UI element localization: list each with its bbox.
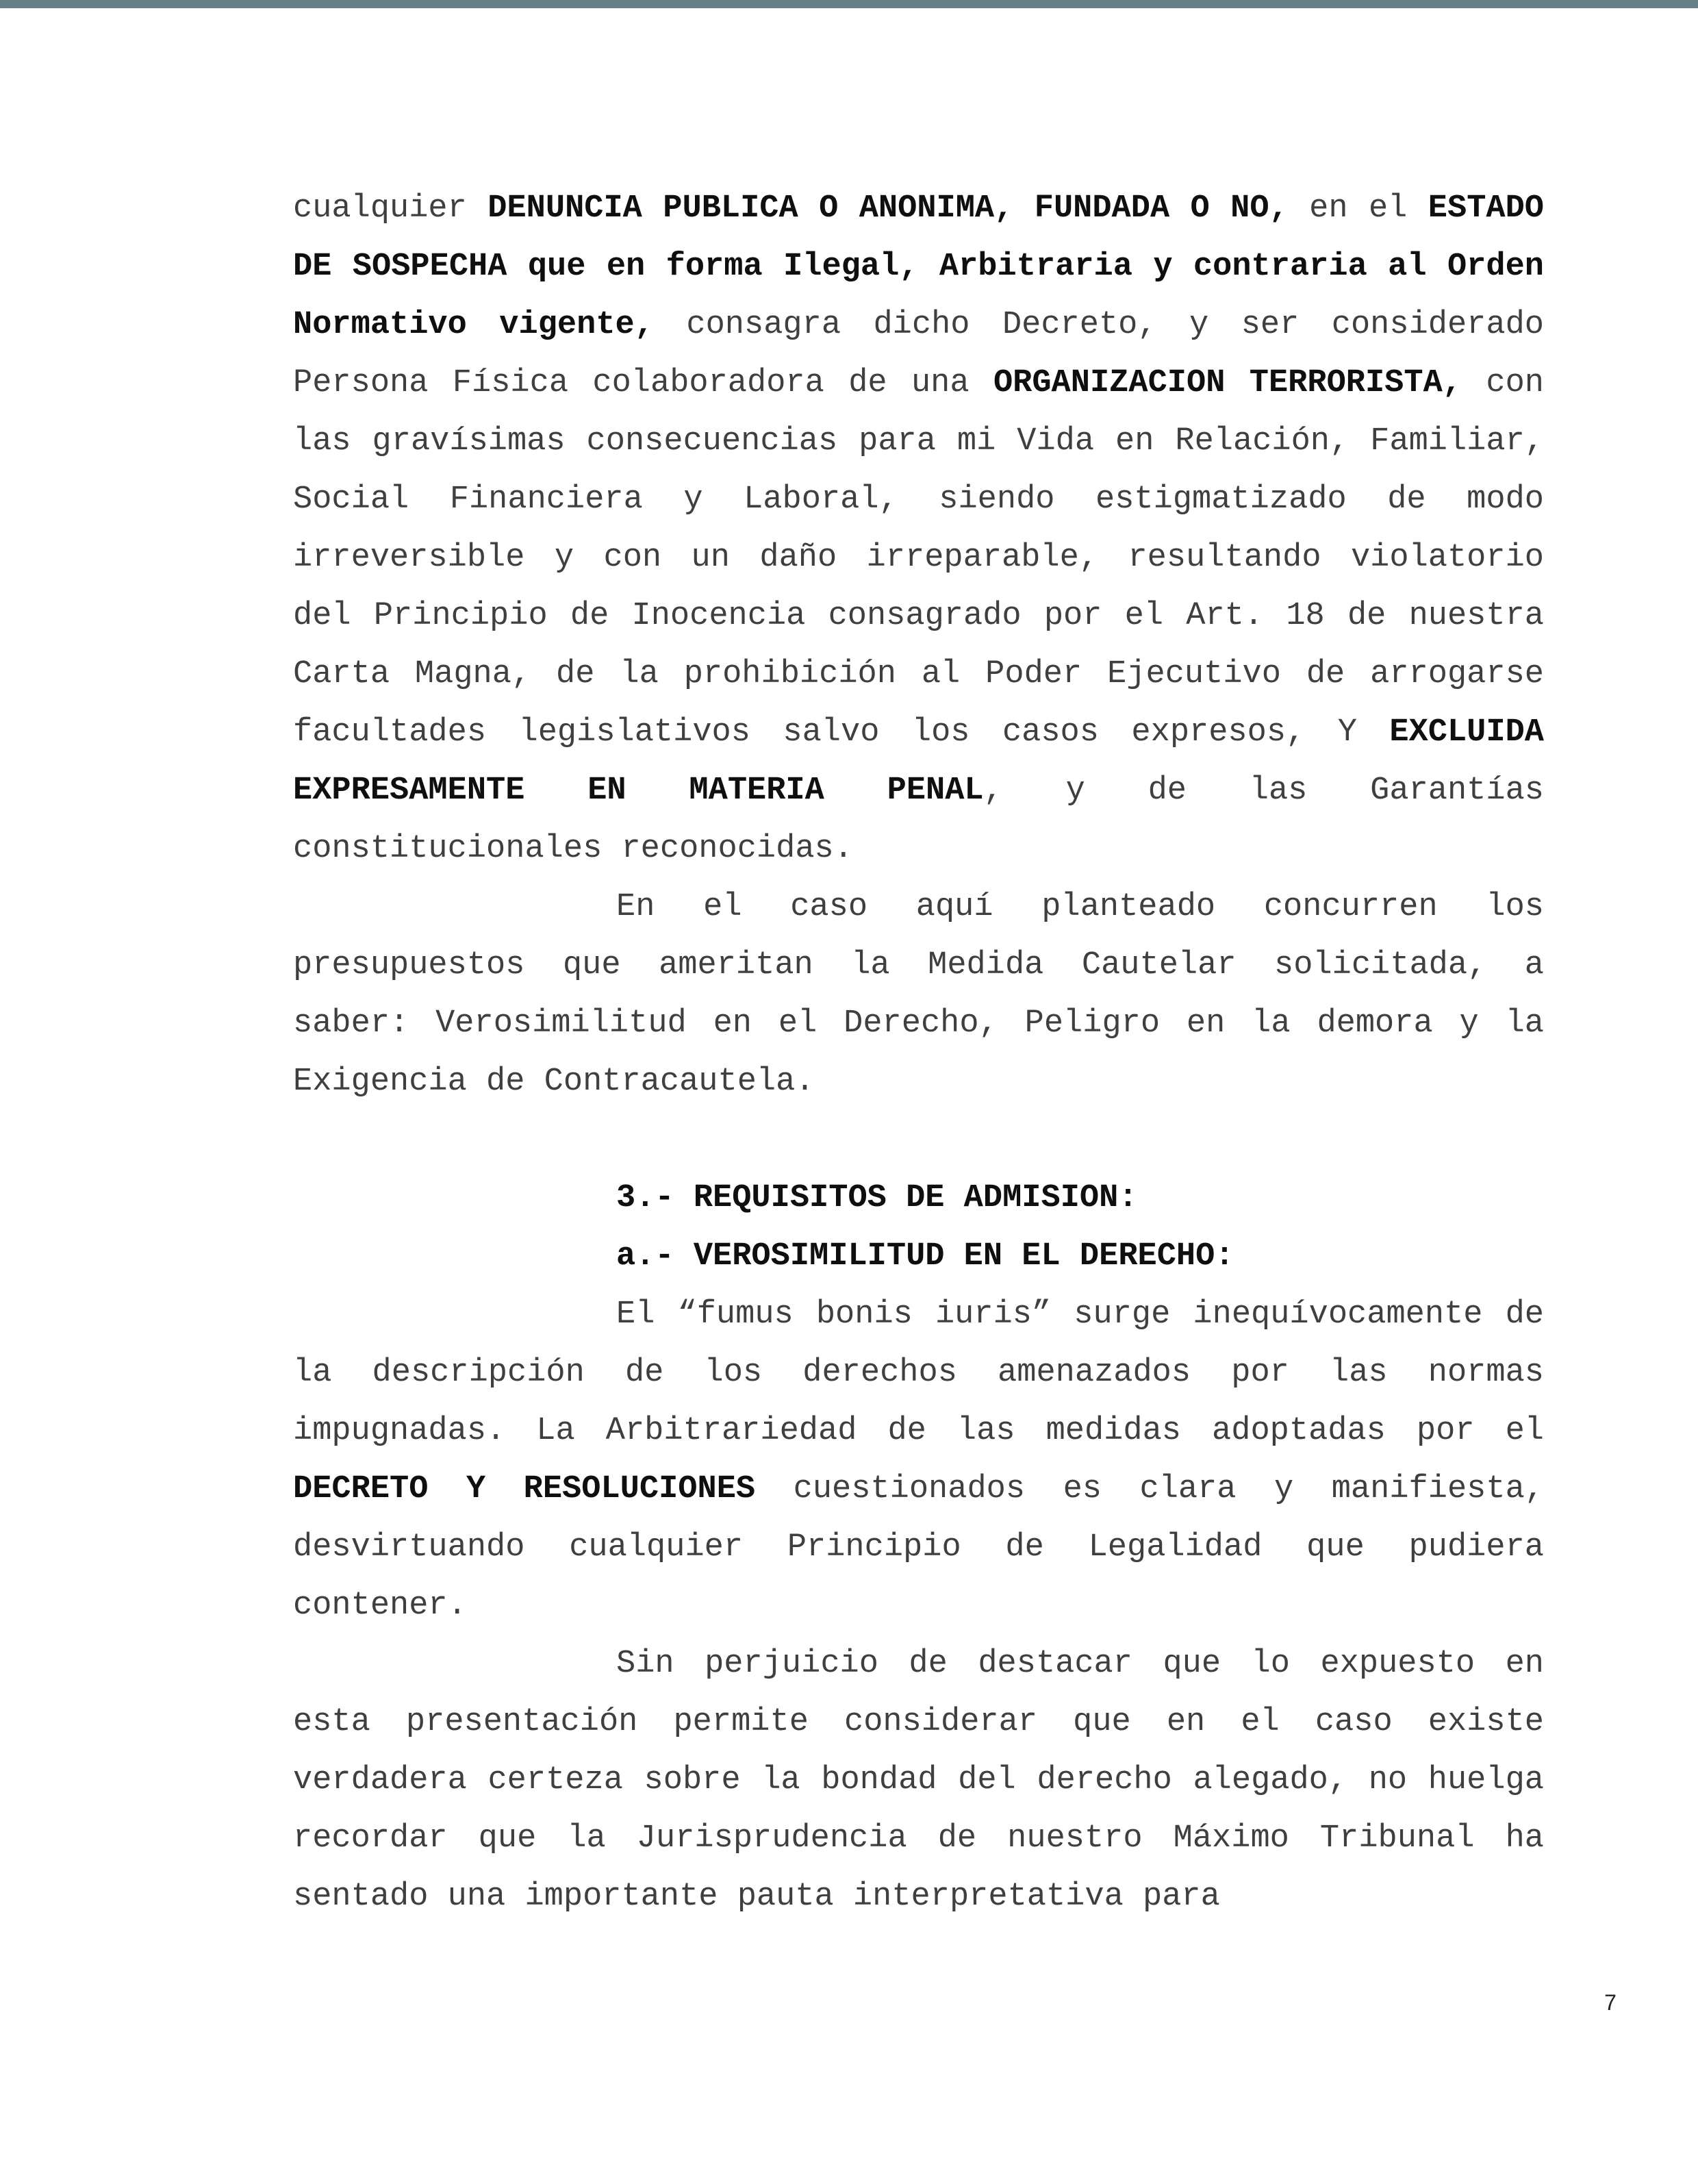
paragraph-text: cualquier — [293, 190, 488, 227]
paragraph-text: cuestionados es clara y manifiesta, desvirtuando cualquier Principio de Legalidad que pudiera contener. — [293, 1471, 1544, 1624]
paragraph-text: consagra dicho Decreto, y ser considerado Persona Física colaboradora de una — [293, 307, 1545, 401]
paragraph-text: con las gravísimas consecuencias para mi Vida en Relación, Familiar, Social Financiera y Laboral, siendo estigmatizado de modo irreversible y con un daño irreparable, resultando violatorio del Principio de Inocencia consagrado por el Art. 18 de nuestra Carta Magna, de la prohibición al Poder Ejecutivo de arrogarse facultades legislativos salvo los casos expresos, Y — [293, 365, 1544, 751]
bold-text: DENUNCIA PUBLICA O ANONIMA, FUNDADA O NO, — [487, 190, 1289, 227]
paragraph-fumus — [293, 1285, 1544, 1635]
paragraph-denuncia — [293, 179, 1544, 878]
document-body — [293, 179, 1544, 1926]
bold-text: ORGANIZACION TERRORISTA, — [993, 365, 1462, 401]
paragraph-jurisprudencia: Sin perjuicio de destacar que lo expuesto en esta presentación permite considerar que en el caso existe verdadera certeza sobre la bondad del derecho alegado, no huelga recordar que la Jurisprudencia de nuestro Máximo Tribunal ha sentado una importante pauta interpretativa para — [293, 1646, 1544, 1915]
spacer — [293, 1111, 1544, 1169]
bold-text: DECRETO Y RESOLUCIONES — [293, 1471, 756, 1507]
paragraph-text: El “fumus bonis iuris” surge inequívocamente de la descripción de los derechos amenazados por las normas impugnadas. La Arbitrariedad de las medidas adoptadas por el — [293, 1296, 1544, 1449]
paragraph-text: , y de las Garantías constitucionales reconocidas. — [293, 773, 1545, 867]
top-border-bar — [0, 0, 1698, 8]
paragraph-text: en el — [1288, 190, 1428, 227]
subsection-heading-verosimilitud: a.- VEROSIMILITUD EN EL DERECHO: — [616, 1238, 1234, 1275]
page-number: 7 — [1604, 1990, 1617, 2015]
section-heading-requisitos: 3.- REQUISITOS DE ADMISION: — [616, 1180, 1138, 1216]
bold-text: ESTADO DE SOSPECHA que en forma Ilegal, Arbitraria y contraria al Orden Normativo vigente, — [293, 190, 1545, 343]
paragraph-presupuestos: En el caso aquí planteado concurren los presupuestos que ameritan la Medida Cautelar solicitada, a saber: Verosimilitud en el Derecho, Peligro en la demora y la Exigencia de Contracautela. — [293, 889, 1544, 1100]
bold-text: EXCLUIDA EXPRESAMENTE EN MATERIA PENAL — [293, 714, 1544, 809]
